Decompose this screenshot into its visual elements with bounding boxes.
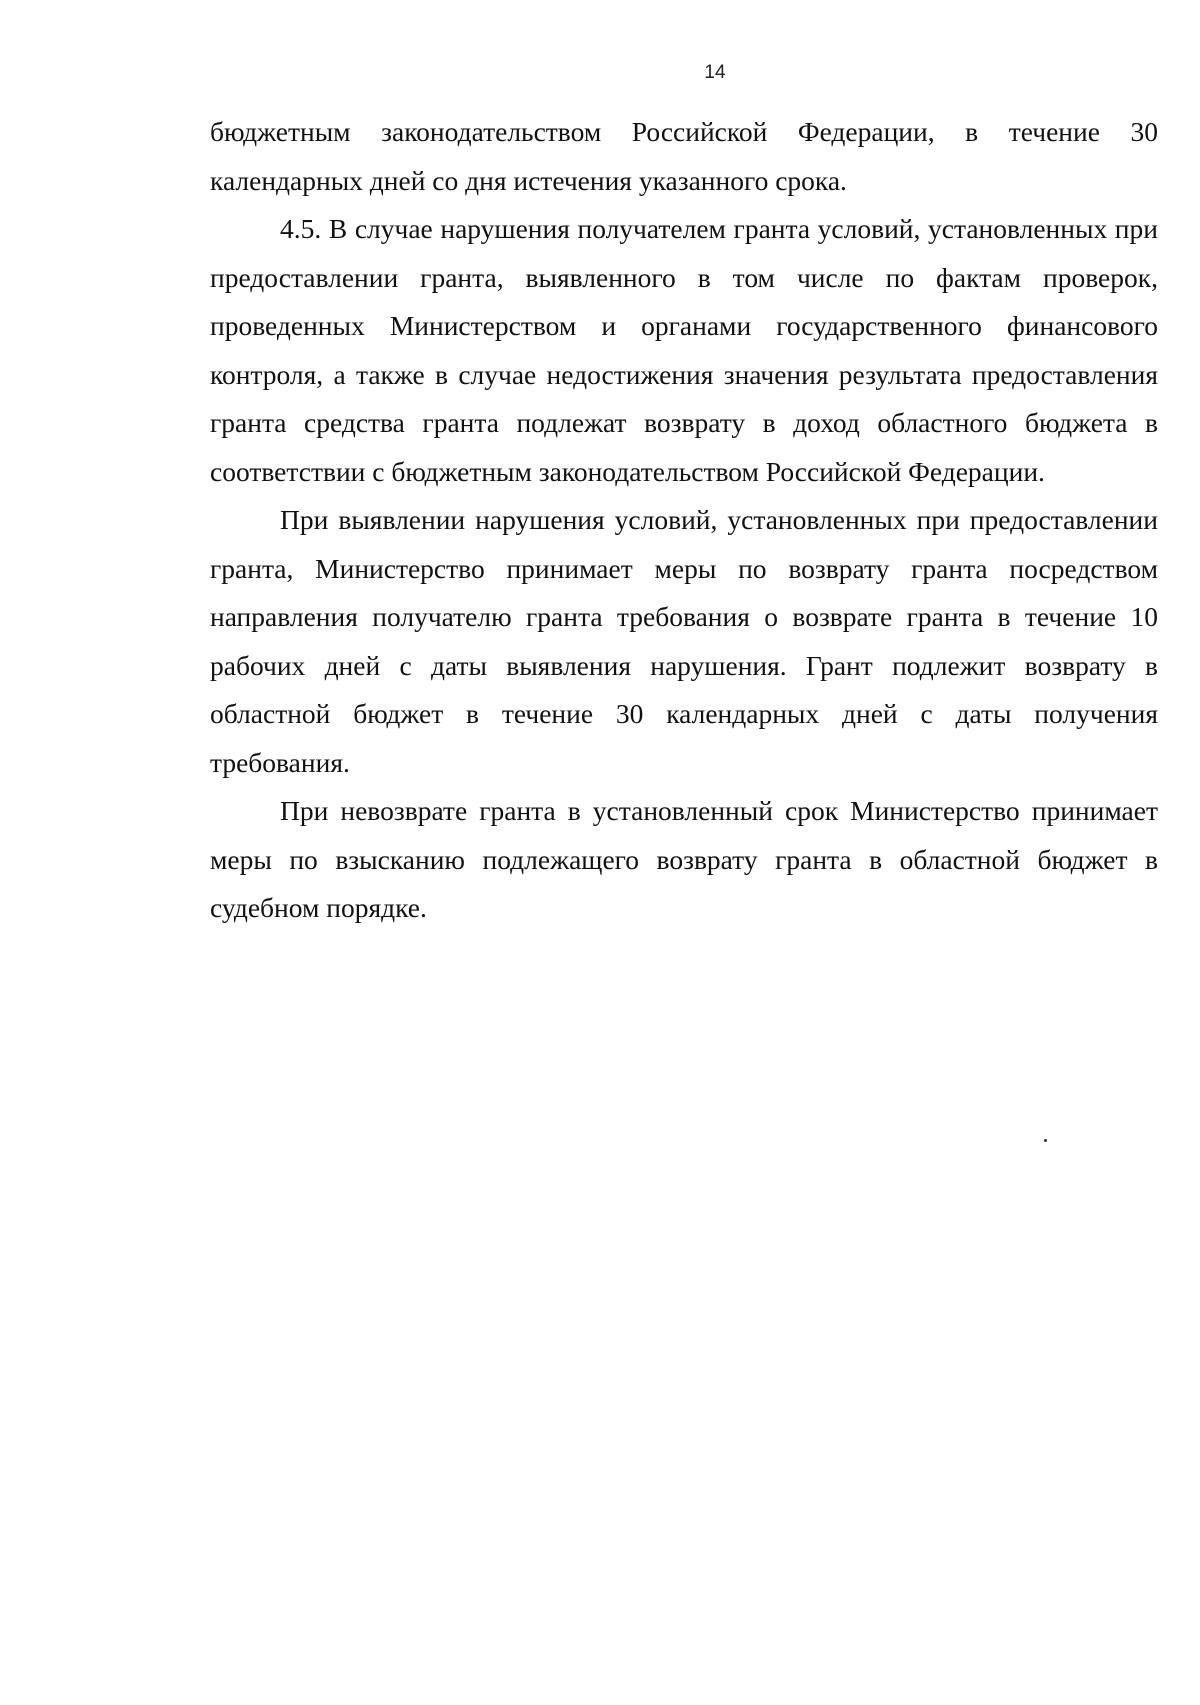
scan-speck — [1044, 1139, 1047, 1142]
paragraph-clause-4-5: 4.5. В случае нарушения получателем гранта условий, установленных при предоставлении гранта, выявленного в том числе по фактам проверок, проведенных Министерством и органами государственного финансового контроля, а также в случае недостижения значения результата предоставления гранта средства гранта подлежат возврату в доход областного бюджета в соответствии с бюджетным законодательством Российской Федерации. — [210, 213, 1158, 487]
document-body — [210, 108, 1158, 933]
paragraph-violation-detection: При выявлении нарушения условий, установленных при предоставлении гранта, Министерство принимает меры по возврату гранта посредством направления получателю гранта требования о возврате гранта в течение 10 рабочих дней с даты выявления нарушения. Грант подлежит возврату в областной бюджет в течение 30 календарных дней с даты получения требования. — [210, 504, 1158, 778]
page-number: 14 — [704, 62, 726, 83]
paragraph-non-return: При невозврате гранта в установленный срок Министерство принимает меры по взысканию подлежащего возврату гранта в областной бюджет в судебном порядке. — [210, 795, 1158, 923]
paragraph-continuation: бюджетным законодательством Российской Федерации, в течение 30 календарных дней со дня истечения указанного срока. — [210, 116, 1158, 196]
